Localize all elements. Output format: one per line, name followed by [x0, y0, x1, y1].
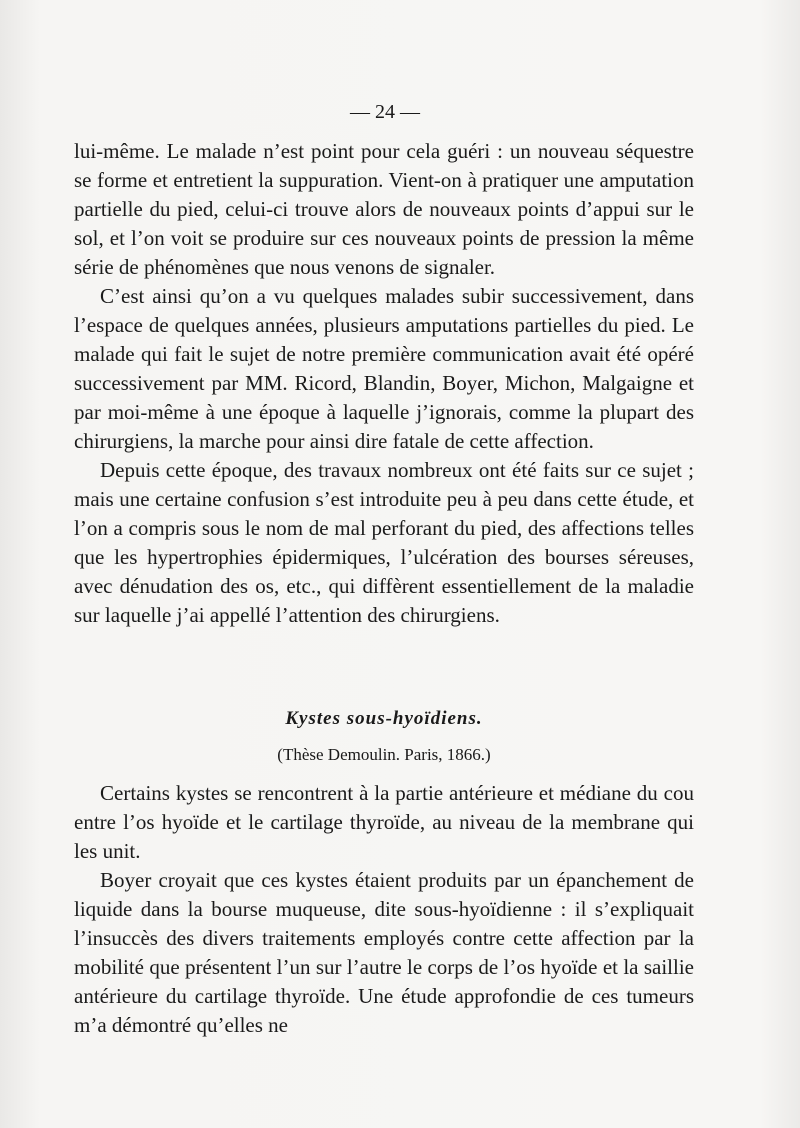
citation: (Thèse Demoulin. Paris, 1866.) [277, 745, 491, 764]
paragraph: Depuis cette époque, des travaux nombreux ont été faits sur ce sujet ; mais une certaine confusion s’est introduite peu à peu dans cette étude, et l’on a compris sous le nom de mal perforant du pied, des affections telles que les hypertrophies épidermiques, l’ulcération des bourses séreuses, avec dénudation des os, etc., qui diffèrent essentiellement de la maladie sur laquelle j’ai appellé l’attention des chirurgiens. [74, 458, 694, 627]
paragraph: C’est ainsi qu’on a vu quelques malades subir successivement, dans l’espace de quelques années, plusieurs amputations partielles du pied. Le malade qui fait le sujet de notre première communication avait été opéré successivement par MM. Ricord, Blandin, Boyer, Michon, Malgaigne et par moi-même à une époque à laquelle j’ignorais, comme la plupart des chirurgiens, la marche pour ainsi dire fatale de cette affection. [74, 284, 694, 453]
body-text-top [74, 137, 694, 630]
paragraph: Boyer croyait que ces kystes étaient produits par un épanchement de liquide dans la bourse muqueuse, dite sous-hyoïdienne : il s’expliquait l’insuccès des divers traitements employés contre cette affection par la mobilité que présentent l’un sur l’autre le corps de l’os hyoïde et la saillie antérieure du cartilage thyroïde. Une étude approfondie de ces tumeurs m’a démontré qu’elles ne [74, 868, 694, 1037]
page-number: — 24 — [350, 101, 420, 123]
section-heading: Kystes sous-hyoïdiens. [285, 708, 483, 729]
paragraph: Certains kystes se rencontrent à la partie antérieure et médiane du cou entre l’os hyoïde et le cartilage thyroïde, au niveau de la membrane qui les unit. [74, 781, 694, 863]
body-text-bottom [74, 779, 694, 1040]
paragraph: lui-même. Le malade n’est point pour cela guéri : un nouveau séquestre se forme et entretient la suppuration. Vient-on à pratiquer une amputation partielle du pied, celui-ci trouve alors de nouveaux points d’appui sur le sol, et l’on voit se produire sur ces nouveaux points de pression la même série de phénomènes que nous venons de signaler. [74, 139, 694, 279]
